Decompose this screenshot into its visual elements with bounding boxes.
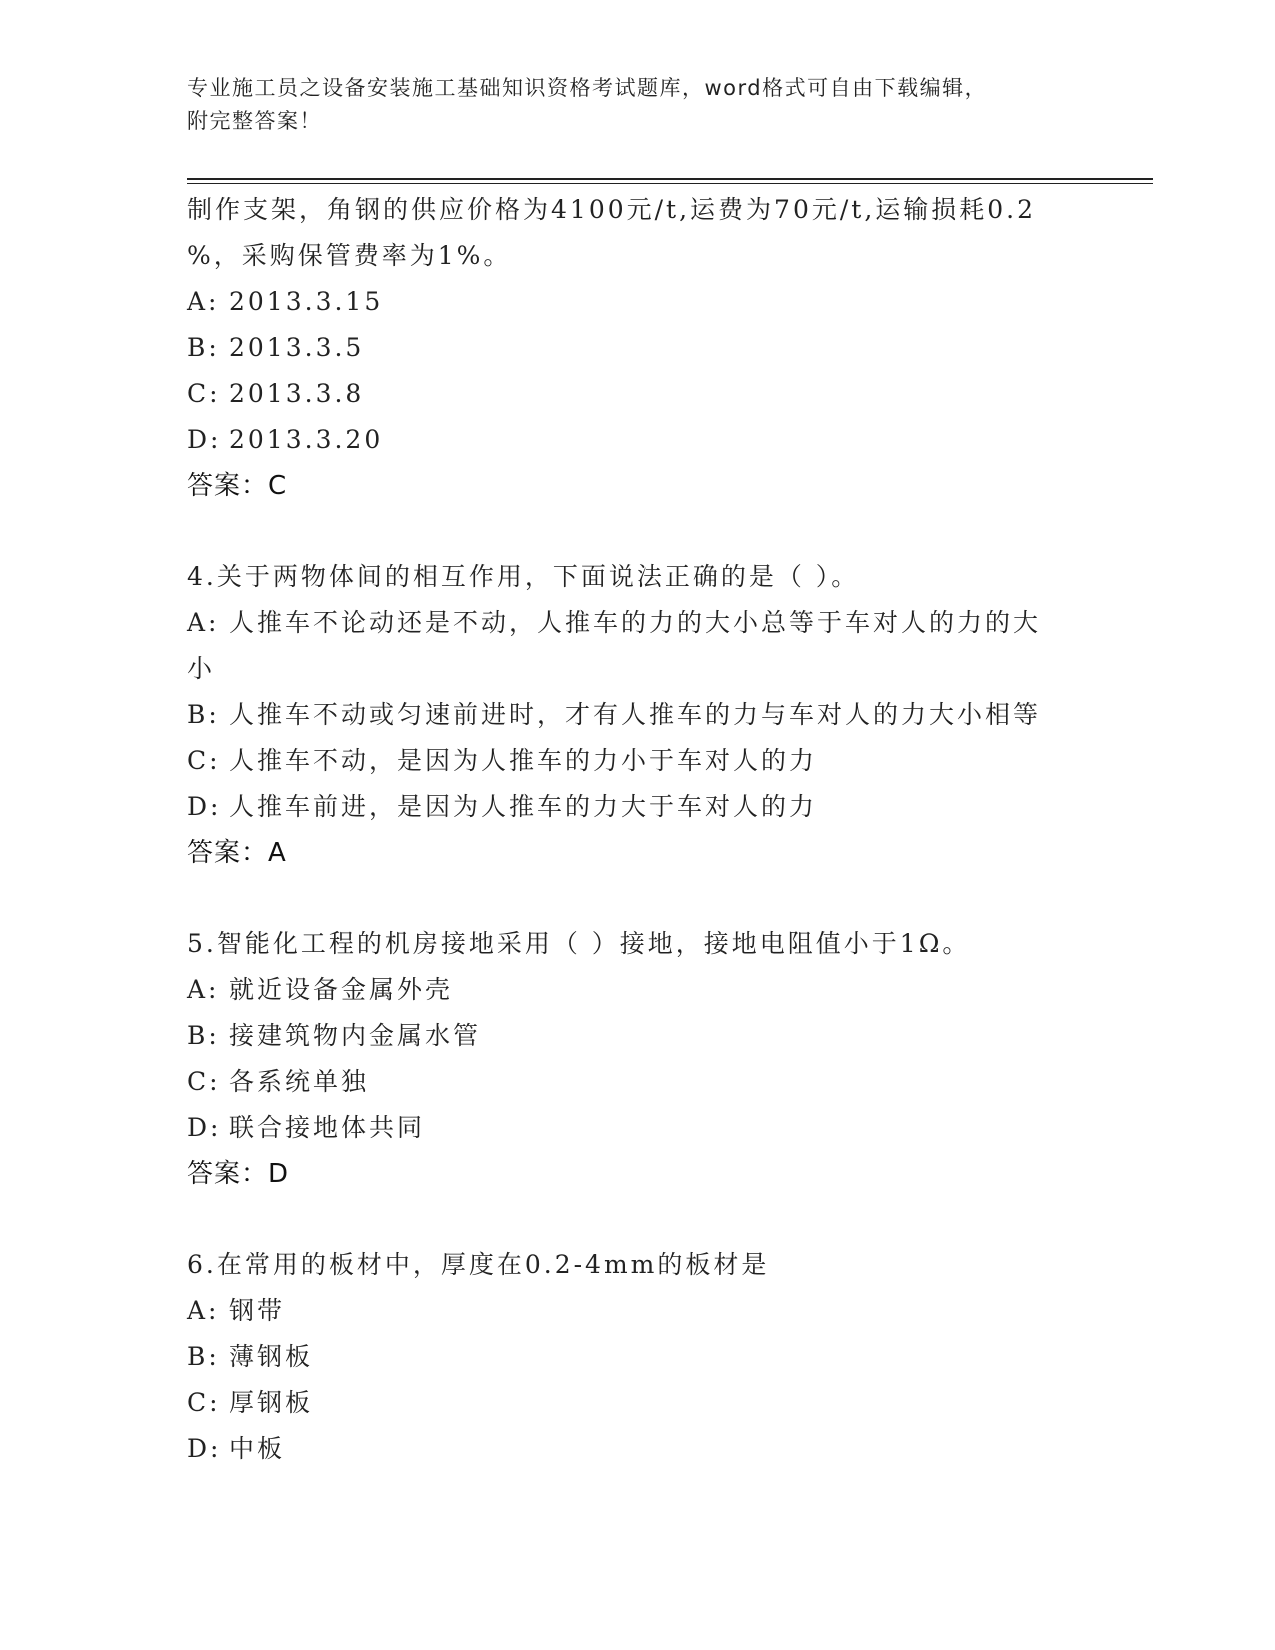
option-a bbox=[187, 967, 1087, 1013]
option-a bbox=[187, 600, 1087, 646]
option-a bbox=[187, 279, 1087, 325]
option-text: 人推车不论动还是不动，人推车的力的大小总等于车对人的力的大 bbox=[229, 608, 1042, 637]
question-list bbox=[187, 187, 1087, 1472]
option-label: B: bbox=[187, 700, 220, 729]
option-text: 各系统单独 bbox=[229, 1067, 370, 1096]
option-text: 2013.3.20 bbox=[229, 425, 384, 454]
option-label: D: bbox=[187, 1113, 222, 1142]
option-b bbox=[187, 1334, 1087, 1380]
option-a-continued bbox=[187, 646, 1087, 692]
option-label: A: bbox=[187, 975, 220, 1004]
option-label: D: bbox=[187, 792, 222, 821]
option-label: C: bbox=[187, 1388, 221, 1417]
option-label: B: bbox=[187, 1342, 220, 1371]
header-line-2: 附完整答案！ bbox=[187, 109, 322, 133]
option-text: 中板 bbox=[229, 1434, 286, 1463]
question-stem: 6.在常用的板材中，厚度在0.2-4mm的板材是 bbox=[187, 1250, 770, 1279]
question-4 bbox=[187, 554, 1087, 876]
option-label: B: bbox=[187, 333, 220, 362]
question-stem-line: %，采购保管费率为1%。 bbox=[187, 241, 512, 270]
option-label: C: bbox=[187, 379, 221, 408]
option-d bbox=[187, 1105, 1087, 1151]
option-c bbox=[187, 1380, 1087, 1426]
question-stem-line: 制作支架，角钢的供应价格为4100元/t,运费为70元/t,运输损耗0.2 bbox=[187, 195, 1037, 224]
option-label: A: bbox=[187, 1296, 220, 1325]
option-label: D: bbox=[187, 425, 222, 454]
option-label: A: bbox=[187, 608, 220, 637]
option-text: 钢带 bbox=[229, 1296, 286, 1325]
option-label: B: bbox=[187, 1021, 220, 1050]
option-text: 联合接地体共同 bbox=[229, 1113, 426, 1142]
question-stem: 5.智能化工程的机房接地采用（ ）接地，接地电阻值小于1Ω。 bbox=[187, 929, 971, 958]
option-d bbox=[187, 784, 1087, 830]
option-text: 人推车不动或匀速前进时，才有人推车的力与车对人的力大小相等 bbox=[229, 700, 1042, 729]
option-text: 人推车前进，是因为人推车的力大于车对人的力 bbox=[229, 792, 818, 821]
option-c bbox=[187, 738, 1087, 784]
header-divider-thin bbox=[187, 183, 1153, 184]
option-label: C: bbox=[187, 1067, 221, 1096]
option-text: 薄钢板 bbox=[229, 1342, 314, 1371]
option-text: 小 bbox=[187, 654, 216, 683]
option-text: 人推车不动，是因为人推车的力小于车对人的力 bbox=[229, 746, 818, 775]
option-d bbox=[187, 417, 1087, 463]
question-stem: 4.关于两物体间的相互作用，下面说法正确的是（ ）。 bbox=[187, 562, 860, 591]
option-b bbox=[187, 325, 1087, 371]
option-text: 2013.3.8 bbox=[229, 379, 365, 408]
header-divider-thick bbox=[187, 178, 1153, 180]
option-text: 就近设备金属外壳 bbox=[229, 975, 454, 1004]
option-text: 接建筑物内金属水管 bbox=[229, 1021, 482, 1050]
answer-line: 答案：A bbox=[187, 838, 287, 868]
option-label: D: bbox=[187, 1434, 222, 1463]
answer-line: 答案：C bbox=[187, 471, 288, 501]
option-text: 2013.3.5 bbox=[229, 333, 365, 362]
option-label: C: bbox=[187, 746, 221, 775]
header-line-1: 专业施工员之设备安装施工基础知识资格考试题库，word格式可自由下载编辑， bbox=[187, 76, 988, 100]
option-b bbox=[187, 692, 1087, 738]
option-c bbox=[187, 371, 1087, 417]
option-d bbox=[187, 1426, 1087, 1472]
option-c bbox=[187, 1059, 1087, 1105]
document-header bbox=[187, 72, 1087, 138]
answer-line: 答案：D bbox=[187, 1159, 290, 1189]
question-6 bbox=[187, 1242, 1087, 1472]
option-text: 2013.3.15 bbox=[229, 287, 384, 316]
option-label: A: bbox=[187, 287, 220, 316]
option-a bbox=[187, 1288, 1087, 1334]
option-b bbox=[187, 1013, 1087, 1059]
question-5 bbox=[187, 921, 1087, 1197]
option-text: 厚钢板 bbox=[229, 1388, 314, 1417]
question-3 bbox=[187, 187, 1087, 509]
